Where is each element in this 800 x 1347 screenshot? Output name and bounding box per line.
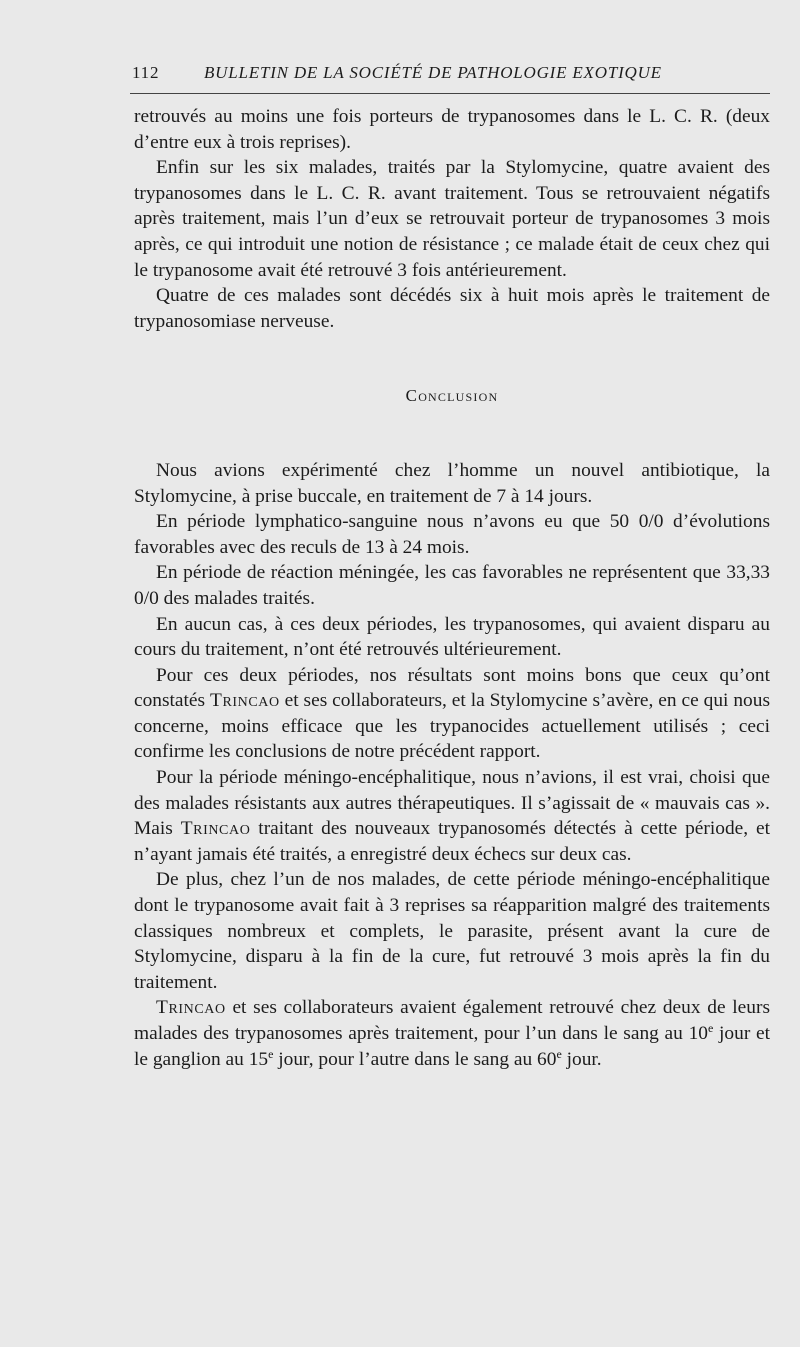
text-run: jour, pour l’autre dans le sang au 60 [273,1048,557,1070]
section-heading-conclusion: Conclusion [405,386,499,406]
author-name: Trincao [156,997,226,1019]
superscript: e [268,1046,274,1061]
text-run: Pour la période méningo-encéphalitique, nous n’avions, il est vrai, choisi que des malades résistants aux autres thérapeutiques. Il s’agissait de « mauvais cas ». Mais [134,767,770,840]
page-number: 112 [132,63,160,82]
paragraph: Enfin sur les six malades, traités par la Stylomycine, quatre avaient des trypanosomes dans le L. C. R. avant traitement. Tous se retrouvaient négatifs après traitement, mais l’un d’eux se retrouvait porteur de trypanosomes 3 mois après, ce qui introduit une notion de résistance ; ce malade était de ceux chez qui le trypanosome avait été retrouvé 3 fois antérieurement. [134,157,770,281]
paragraph [134,995,770,1072]
running-title: BULLETIN DE LA SOCIÉTÉ DE PATHOLOGIE EXOTIQUE [204,63,662,82]
paragraph [134,663,770,765]
paragraph: retrouvés au moins une fois porteurs de trypanosomes dans le L. C. R. (deux d’entre eux à trois reprises). [134,106,770,153]
paragraph: Nous avions expérimenté chez l’homme un nouvel antibiotique, la Stylomycine, à prise buccale, en traitement de 7 à 14 jours. [134,459,770,507]
paragraph: De plus, chez l’un de nos malades, de cette période méningo-encéphalitique dont le trypanosome avait fait à 3 reprises sa réapparition malgré des traitements classiques nombreux et complets, le parasite, présent avant la cure de Stylomycine, disparu à la fin de la cure, fut retrouvé 3 mois après la fin du traitement. [134,869,770,993]
paragraph: En période lymphatico-sanguine nous n’avons eu que 50 0/0 d’évolutions favorables avec des reculs de 13 à 24 mois. [134,511,770,558]
text-run: et ses collaborateurs, et la Stylomycine s’avère, en ce qui nous concerne, moins efficace que les trypanocides actuellement utilisés ; ceci confirme les conclusions de notre précédent rapport. [134,690,770,763]
running-header [132,63,768,87]
superscript: e [707,1021,714,1035]
text-run: et ses collaborateurs avaient également retrouvé chez deux de leurs malades des trypanosomes après traitement, pour l’un dans le sang au 10 [134,997,770,1044]
paragraph [134,765,770,867]
author-name: Trincao [180,818,251,840]
text-run: jour et le ganglion au 15 [134,1023,770,1070]
paragraph: Quatre de ces malades sont décédés six à huit mois après le traitement de trypanosomiase nerveuse. [134,285,770,332]
author-name: Trincao [210,690,280,712]
paragraph: En période de réaction méningée, les cas favorables ne représentent que 33,33 0/0 des malades traités. [134,562,770,609]
text-run: traitant des nouveaux trypanosomés détectés à cette période, et n’ayant jamais été traités, a enregistré deux échecs sur deux cas. [134,818,770,865]
header-rule [130,93,770,94]
paragraph: En aucun cas, à ces deux périodes, les trypanosomes, qui avaient disparu au cours du traitement, n’ont été retrouvés ultérieurement. [134,613,770,661]
superscript: e [556,1046,562,1061]
text-run: jour. [561,1048,602,1070]
text-run: Pour ces deux périodes, nos résultats sont moins bons que ceux qu’ont constatés [134,664,770,712]
article-body [134,104,770,1072]
